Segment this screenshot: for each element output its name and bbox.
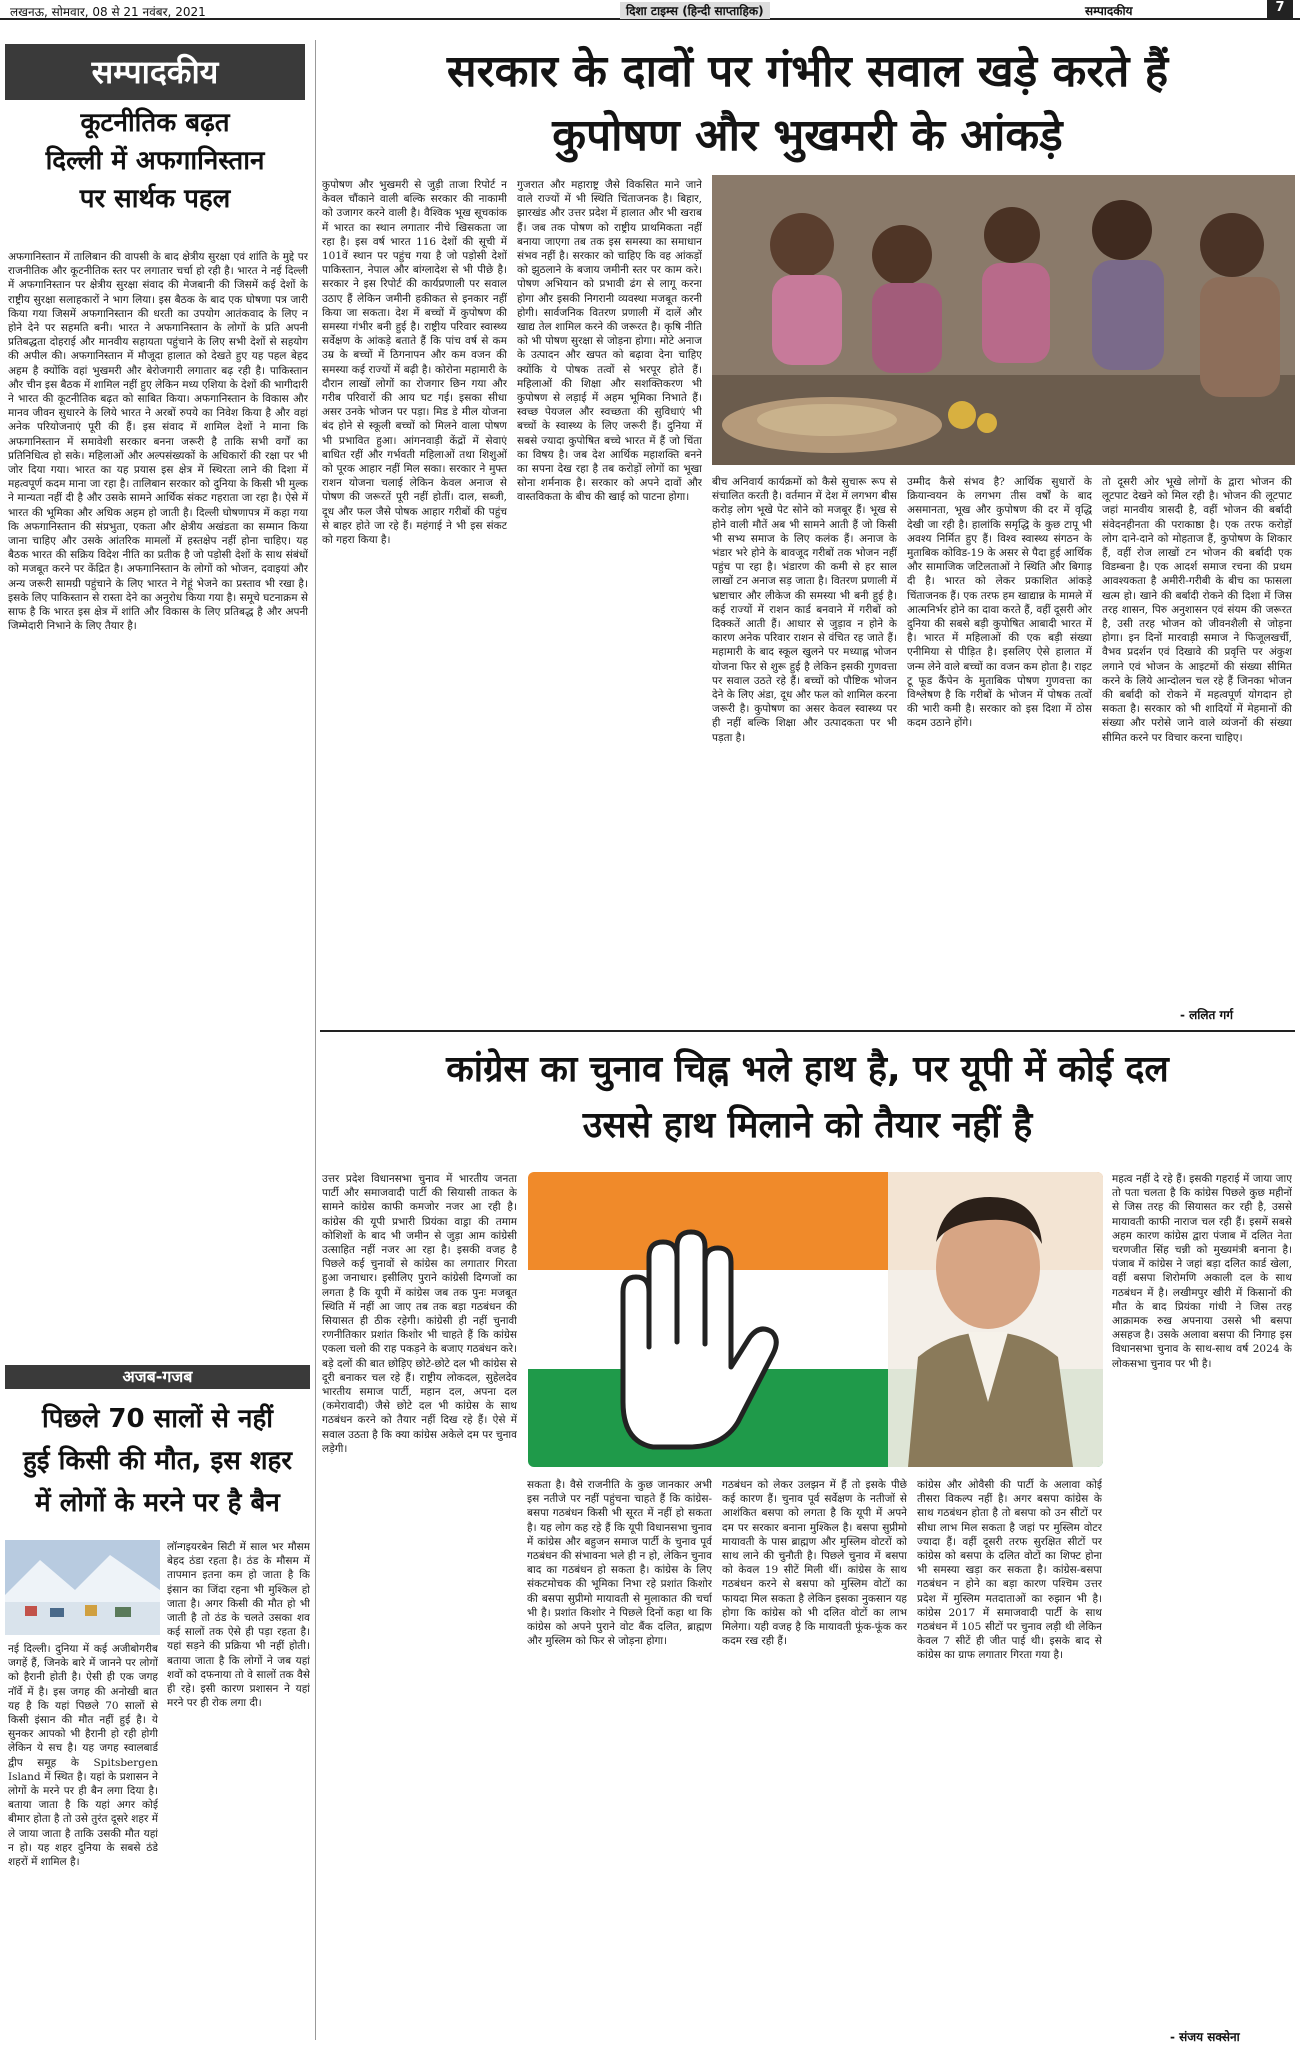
editorial-headline-line-3: पर सार्थक पहल xyxy=(79,184,231,214)
ajab-body-right: लॉन्गइयरबेन सिटी में साल भर मौसम बेहद ठंडा रहता है। ठंड के मौसम में तापमान इतना कम हो जाता है कि इंसान का जिंदा रहना भी मुश्किल हो जाता है। अगर किसी की मौत हो भी जाती है तो ठंड के चलते उसका शव कई सालों तक ऐसे ही पड़ा रहता है। यहां सड़ने की प्रक्रिया भी नहीं होती। बताया जाता है कि लोगों ने जब यहां शवों को दफनाया तो वे सालों तक वैसे ही रहे। इसी कारण प्रशासन ने यहां मरने पर ही रोक लगा दी। xyxy=(167,1541,310,1710)
top-story-col-2: गुजरात और महाराष्ट्र जैसे विकसित माने जाने वाले राज्यों में भी स्थिति चिंताजनक है। बिहार, झारखंड और उत्तर प्रदेश में हालात और भी खराब हैं। जब तक पोषण को राष्ट्रीय प्राथमिकता नहीं बनाया जाएगा तब तक इस समस्या का समाधान संभव नहीं है। सरकार को चाहिए कि वह आंकड़ों को झुठलाने के बजाय जमीनी स्तर पर काम करे। पोषण अभियान को प्रभावी ढंग से लागू करना होगा और इसकी निगरानी व्यवस्था मजबूत करनी होगी। सार्वजनिक वितरण प्रणाली में दालें और खाद्य तेल शामिल करने की जरूरत है। कृषि नीति को भी पोषण सुरक्षा से जोड़ना होगा। मोटे अनाज के उत्पादन और खपत को बढ़ावा देना चाहिए क्योंकि ये पोषक तत्वों से भरपूर होते हैं। महिलाओं की शिक्षा और सशक्तिकरण भी कुपोषण से लड़ाई में अहम भूमिका निभाते हैं। स्वच्छ पेयजल और स्वच्छता की सुविधाएं भी बच्चों के स्वास्थ्य के लिए जरूरी हैं। दुनिया में सबसे ज्यादा कुपोषित बच्चे भारत में हैं जो चिंता का विषय है। जब देश आर्थिक महाशक्ति बनने का सपना देख रहा है तब करोड़ों लोगों का भूखा सोना शर्मनाक है। सरकार को अपने दावों और वास्तविकता के बीच की खाई को पाटना होगा। xyxy=(517,179,702,504)
ajab-headline-line-2: हुई किसी की मौत, इस शहर xyxy=(23,1446,292,1476)
snow-town-illustration xyxy=(5,1540,160,1635)
snow-town-photo xyxy=(5,1540,160,1635)
top-story-byline: - ललित गर्ग xyxy=(1180,1008,1234,1022)
ajab-gajab-label: अजब-गजब xyxy=(5,1365,310,1389)
ajab-headline-line-1: पिछले 70 सालों से नहीं xyxy=(42,1404,273,1434)
editorial-headline-line-2: दिल्ली में अफगानिस्तान xyxy=(45,146,265,176)
paper-type: (हिन्दी साप्ताहिक) xyxy=(682,4,764,18)
congress-col-2: सकता है। वैसे राजनीति के कुछ जानकार अभी इस नतीजे पर नहीं पहुंचना चाहते हैं कि कांग्रेस-बसपा गठबंधन किसी भी सूरत में नहीं हो सकता है। यह लोग कह रहे हैं कि यूपी विधानसभा चुनाव में कांग्रेस और बहुजन समाज पार्टी के चुनाव पूर्व गठबंधन की संभावना भले ही न हो, लेकिन चुनाव बाद का गठबंधन हो सकता है। कांग्रेस के लिए संकटमोचक की भूमिका निभा रहे प्रशांत किशोर की बसपा सुप्रीमो मायावती से मुलाकात की चर्चा भी है। प्रशांत किशोर ने पिछले दिनों कहा था कि कांग्रेस को अपने पुराने वोट बैंक दलित, ब्राह्मण और मुस्लिम को फिर से जोड़ना होगा। xyxy=(527,1479,712,1648)
ajab-gajab-headline xyxy=(5,1398,310,1524)
top-story-headline-line-1: सरकार के दावों पर गंभीर सवाल खड़े करते हैं xyxy=(446,46,1169,97)
top-story-col-5: तो दूसरी ओर भूखे लोगों के द्वारा भोजन की लूटपाट देखने को मिल रही है। भोजन की लूटपाट जहां मानवीय त्रासदी है, वहीं भोजन की बर्बादी संवेदनहीनता की पराकाष्ठा है। एक तरफ करोड़ों लोग दाने-दाने को मोहताज हैं, कुपोषण के शिकार हैं, वहीं रोज लाखों टन भोजन की बर्बादी एक विडम्बना है। एक आदर्श समाज रचना की प्रथम आवश्यकता है अमीरी-गरीबी के बीच का फासला खत्म हो। खाने की बर्बादी रोकने की दिशा में जिस तरह शासन, पिरु अनुशासन एवं संयम की जरूरत है, उसी तरह भोजन को जीवनशैली से जोड़ना होगा। इन दिनों मारवाड़ी समाज ने फिजूलखर्ची, वैभव प्रदर्शन एवं दिखावे की प्रवृत्ति पर अंकुश लगाने एवं भोजन के आइटमों की संख्या सीमित करने के लिये आन्दोलन चल रहे हैं जिनका भोजन की बर्बादी को रोकने में महत्वपूर्ण योगदान हो सकता है। सरकार को भी शादियों में मेहमानों की संख्या और परोसे जाने वाले व्यंजनों की संख्या सीमित करने पर विचार करना चाहिए। xyxy=(1102,476,1292,744)
top-story-headline-line-2: कुपोषण और भुखमरी के आंकड़े xyxy=(552,110,1063,161)
page-number: 7 xyxy=(1267,0,1293,19)
congress-headline-line-2: उससे हाथ मिलाने को तैयार नहीं है xyxy=(582,1105,1033,1146)
top-story-col-1: कुपोषण और भुखमरी से जुड़ी ताजा रिपोर्ट न केवल चौंकाने वाली बल्कि सरकार की नाकामी को उजागर करने वाली है। वैश्विक भूख सूचकांक में भारत का स्थान लगातार नीचे खिसकता जा रहा है। इस वर्ष भारत 116 देशों की सूची में 101वें स्थान पर पहुंच गया है जो पड़ोसी देशों पाकिस्तान, नेपाल और बांग्लादेश से भी पीछे है। सरकार ने इस रिपोर्ट की कार्यप्रणाली पर सवाल उठाए हैं लेकिन जमीनी हकीकत से इनकार नहीं किया जा सकता। देश में बच्चों में कुपोषण की समस्या गंभीर बनी हुई है। राष्ट्रीय परिवार स्वास्थ्य सर्वेक्षण के आंकड़े बताते हैं कि पांच वर्ष से कम उम्र के बच्चों में ठिगनापन और कम वजन की समस्या कई राज्यों में बढ़ी है। कोरोना महामारी के दौरान लाखों लोगों का रोजगार छिन गया और गरीब परिवारों की आय घट गई। इसका सीधा असर उनके भोजन पर पड़ा। मिड डे मील योजना बंद होने से स्कूली बच्चों को मिलने वाला पोषण भी प्रभावित हुआ। आंगनवाड़ी केंद्रों में सेवाएं बाधित रहीं और गर्भवती महिलाओं तथा शिशुओं को पूरक आहार नहीं मिल सका। सरकार ने मुफ्त राशन योजना चलाई लेकिन केवल अनाज से पोषण की जरूरतें पूरी नहीं होतीं। दाल, सब्जी, दूध और फल जैसे पोषक आहार गरीबों की पहुंच से बाहर होते जा रहे हैं। महंगाई ने भी इस संकट को गहरा किया है। xyxy=(322,179,507,547)
congress-headline xyxy=(320,1042,1295,1154)
congress-byline: - संजय सक्सेना xyxy=(1170,2030,1240,2044)
congress-col-5: महत्व नहीं दे रहे हैं। इसकी गहराई में जाया जाए तो पता चलता है कि कांग्रेस पिछले कुछ महीनों से जिस तरह की सियासत कर रही है, उससे मायावती काफी नाराज चल रही हैं। इसमें सबसे अहम कारण कांग्रेस द्वारा पंजाब में दलित नेता चरणजीत सिंह चन्नी को मुख्यमंत्री बनाना है। पंजाब में कांग्रेस ने जहां बड़ा दलित कार्ड खेला, वहीं बसपा शिरोमणि अकाली दल के साथ गठबंधन में है। लखीमपुर खीरी में किसानों की मौत के बाद प्रियंका गांधी ने जिस तरह आक्रामक रुख अपनाया उससे भी बसपा असहज है। उसके अलावा बसपा की निगाह इस विधानसभा चुनाव के साथ-साथ वर्ष 2024 के लोकसभा चुनाव पर भी है। xyxy=(1112,1173,1292,1370)
congress-col-4: कांग्रेस और ओवैसी की पार्टी के अलावा कोई तीसरा विकल्प नहीं है। अगर बसपा कांग्रेस के साथ गठबंधन होता है तो बसपा को उन सीटों पर सीधा लाभ मिल सकता है जहां पर मुस्लिम वोटर ज्यादा हैं। वहीं दूसरी तरफ सुरक्षित सीटों पर कांग्रेस को बसपा के दलित वोटों का शिफ्ट होना भी समस्या खड़ा कर सकता है। कांग्रेस-बसपा गठबंधन न होने का बड़ा कारण पश्चिम उत्तर प्रदेश में मुस्लिम मतदाताओं का रुझान भी है। कांग्रेस 2017 में समाजवादी पार्टी के साथ गठबंधन में 105 सीटों पर चुनाव लड़ी थी लेकिन केवल 7 सीटें ही जीत पाई थी। इसके बाद से कांग्रेस का ग्राफ लगातार गिरता गया है। xyxy=(917,1479,1102,1662)
ajab-headline-line-3: में लोगों के मरने पर है बैन xyxy=(35,1488,280,1518)
congress-col-3: गठबंधन को लेकर उलझन में हैं तो इसके पीछे कई कारण हैं। चुनाव पूर्व सर्वेक्षण के नतीजों से आशंकित बसपा को लगता है कि यूपी में अपने दम पर सरकार बनाना मुश्किल है। बसपा सुप्रीमो मायावती के पास ब्राह्मण और मुस्लिम वोटरों को साथ लाने की चुनौती है। पिछले चुनाव में बसपा को केवल 19 सीटें मिली थीं। कांग्रेस के साथ गठबंधन करने से बसपा को मुस्लिम वोटों का फायदा मिल सकता है लेकिन इसका नुकसान यह होगा कि कांग्रेस को भी दलित वोटों का लाभ मिलेगा। यही वजह है कि मायावती फूंक-फूंक कर कदम रख रही हैं। xyxy=(722,1479,907,1648)
ajab-body-bottom: नई दिल्ली। दुनिया में कई अजीबोगरीब जगहें हैं, जिनके बारे में जानने पर लोगों को हैरानी होती है। ऐसी ही एक जगह नॉर्वे में है। इस जगह की अनोखी बात यह है कि यहां पिछले 70 सालों से किसी इंसान की मौत नहीं हुई है। ये सुनकर आपको भी हैरानी हो रही होगी लेकिन ये सच है। यह जगह स्वालबार्ड द्वीप समूह के Spitsbergen Island में स्थित है। यहां के प्रशासन ने लोगों के मरने पर ही बैन लगा दिया है। बताया जाता है कि यहां अगर कोई बीमार होता है तो उसे तुरंत दूसरे शहर में ले जाया जाता है ताकि उसकी मौत यहां न हो। यह शहर दुनिया के सबसे ठंडे शहरों में शामिल है। xyxy=(8,1643,158,1869)
congress-col-1: उत्तर प्रदेश विधानसभा चुनाव में भारतीय जनता पार्टी और समाजवादी पार्टी की सियासी ताकत के सामने कांग्रेस काफी कमजोर नजर आ रही है। कांग्रेस की यूपी प्रभारी प्रियंका वाड्रा की तमाम कोशिशों के बाद भी जमीन से जुड़ा आम कांग्रेसी उत्साहित नहीं नजर आ रहा है। इसकी वजह है पिछले कई चुनावों से कांग्रेस का लगातार गिरता हुआ जनाधार। इसीलिए पुराने कांग्रेसी दिग्गजों का लगता है कि यूपी में कांग्रेस जब तक पुनः मजबूत स्थिति में नहीं आ जाए तब तक बड़ा गठबंधन की सियासत ही ठीक रहेगी। कांग्रेसी ही नहीं चुनावी रणनीतिकार प्रशांत किशोर भी चाहते हैं कि कांग्रेस एकला चलो की राह पकड़ने के बजाए गठबंधन करे। बड़े दलों की बात छोड़िए छोटे-छोटे दल भी कांग्रेस से दूरी बनाकर चल रहे हैं। राष्ट्रीय लोकदल, सुहेलदेव भारतीय समाज पार्टी, महान दल, अपना दल (कमेरावादी) जैसे छोटे दल भी कांग्रेस के साथ गठबंधन करने को तैयार नहीं दिख रहे हैं। ऐसे में सवाल उठता है कि क्या कांग्रेस अकेले दम पर चुनाव लड़ेगी। xyxy=(322,1173,517,1455)
congress-headline-line-1: कांग्रेस का चुनाव चिह्न भले हाथ है, पर यूपी में कोई दल xyxy=(446,1049,1169,1090)
top-story-headline xyxy=(320,40,1295,168)
story-divider xyxy=(320,1030,1295,1032)
top-story-col-4: उम्मीद कैसे संभव है? आर्थिक सुधारों के क्रियान्वयन के लगभग तीस वर्षों के बाद असमानता, भूख और कुपोषण की दर में वृद्धि देखी जा रही है। हालांकि समृद्धि के कुछ टापू भी अवश्य निर्मित हुए हैं। विश्व स्वास्थ्य संगठन के मुताबिक कोविड-19 के असर से पैदा हुई आर्थिक और सामाजिक जटिलताओं ने स्थिति और बिगाड़ दी है। भारत को लेकर प्रकाशित आंकड़े चिंताजनक हैं। एक तरफ हम खाद्यान्न के मामले में आत्मनिर्भर होने का दावा करते हैं, वहीं दूसरी ओर दुनिया की सबसे बड़ी कुपोषित आबादी भारत में है। भारत में महिलाओं की एक बड़ी संख्या एनीमिया से पीड़ित है। इसलिए ऐसे हालात में जन्म लेने वाले बच्चों का वजन कम होता है। राइट टू फूड कैंपेन के मुताबिक पोषण गुणवत्ता का विश्लेषण है कि गरीबों के भोजन में पोषक तत्वों की भारी कमी है। सरकार को इस दिशा में ठोस कदम उठाने होंगे। xyxy=(907,476,1092,730)
masthead xyxy=(0,0,1300,20)
section-name: सम्पादकीय xyxy=(1085,4,1133,18)
column-rule xyxy=(315,40,316,2040)
paper-name: दिशा टाइम्स xyxy=(626,4,678,18)
children-eating-illustration xyxy=(712,175,1295,465)
top-story-col-3: बीच अनिवार्य कार्यक्रमों को कैसे सुचारू रूप से संचालित करती है। वर्तमान में देश में लगभग बीस करोड़ लोग भूखे पेट सोने को मजबूर हैं। भूख से होने वाली मौतें अब भी सामने आती हैं जो किसी भी सभ्य समाज के लिए कलंक हैं। अनाज के भंडार भरे होने के बावजूद गरीबों तक भोजन नहीं पहुंच पा रहा है। भंडारण की कमी से हर साल लाखों टन अनाज सड़ जाता है। वितरण प्रणाली में भ्रष्टाचार और लीकेज की समस्या भी बनी हुई है। कई राज्यों में राशन कार्ड बनवाने में गरीबों को दिक्कतें आती हैं। आधार से जुड़ाव न होने के कारण अनेक परिवार राशन से वंचित रह जाते हैं। महामारी के बाद स्कूल खुलने पर मध्याह्न भोजन योजना फिर से शुरू हुई है लेकिन इसकी गुणवत्ता पर सवाल उठते रहे हैं। बच्चों को पौष्टिक भोजन देने के लिए अंडा, दूध और फल को शामिल करना जरूरी है। कुपोषण का असर केवल स्वास्थ्य पर ही नहीं बल्कि शिक्षा और उत्पादकता पर भी पड़ता है। xyxy=(712,476,897,744)
malnutrition-children-photo xyxy=(712,175,1295,465)
editorial-headline-line-1: कूटनीतिक बढ़त xyxy=(80,108,230,138)
paper-name-block xyxy=(620,2,770,19)
editorial-label: सम्पादकीय xyxy=(5,44,305,100)
congress-photo xyxy=(528,1172,1103,1467)
date-line: लखनऊ, सोमवार, 08 से 21 नवंबर, 2021 xyxy=(10,5,206,19)
editorial-headline xyxy=(5,104,305,218)
editorial-body: अफगानिस्तान में तालिबान की वापसी के बाद क्षेत्रीय सुरक्षा एवं शांति के मुद्दे पर राजनीतिक और कूटनीतिक स्तर पर लगातार चर्चा हो रही है। भारत ने नई दिल्ली में अफगानिस्तान पर क्षेत्रीय सुरक्षा संवाद की मेजबानी की जिसमें कई देशों के राष्ट्रीय सुरक्षा सलाहकारों ने भाग लिया। इस बैठक के बाद एक घोषणा पत्र जारी किया गया जिसमें अफगानिस्तान की धरती का उपयोग आतंकवाद के लिए न होने देने पर सहमति बनी। भारत ने अफगानिस्तान के लोगों के प्रति अपनी प्रतिबद्धता दोहराई और मानवीय सहायता पहुंचाने के लिए सभी देशों से सहयोग की अपील की। अफगानिस्तान में मौजूदा हालात को देखते हुए यह पहल बेहद अहम है क्योंकि वहां भुखमरी और बेरोजगारी लगातार बढ़ रही है। पाकिस्तान और चीन इस बैठक में शामिल नहीं हुए लेकिन मध्य एशिया के देशों की भागीदारी ने भारत की कूटनीतिक बढ़त को साबित किया। अफगानिस्तान के विकास और मानव जीवन सुधारने के लिये भारत ने अरबों रुपये का निवेश किया है और वहां अनेक परियोजनाएं पूरी की हैं। इस संवाद में शामिल देशों ने माना कि अफगानिस्तान में समावेशी सरकार बनना जरूरी है ताकि सभी वर्गों का प्रतिनिधित्व हो सके। महिलाओं और अल्पसंख्यकों के अधिकारों की रक्षा पर भी जोर दिया गया। भारत का यह प्रयास इस क्षेत्र में स्थिरता लाने की दिशा में महत्वपूर्ण कदम माना जा रहा है। तालिबान सरकार को दुनिया के किसी भी मुल्क ने मान्यता नहीं दी है और उसके सामने आर्थिक संकट गहराता जा रहा है। ऐसे में भारत की भूमिका और अधिक अहम हो जाती है। दिल्ली घोषणापत्र में कहा गया कि अफगानिस्तान की संप्रभुता, एकता और क्षेत्रीय अखंडता का सम्मान किया जाना चाहिए और उसके आंतरिक मामलों में हस्तक्षेप नहीं होना चाहिए। यह बैठक भारत की सक्रिय विदेश नीति का प्रतीक है जो पड़ोसी देशों के साथ संबंधों को मजबूत करने पर केंद्रित है। अफगानिस्तान के लोगों को भोजन, दवाइयां और अन्य जरूरी सामग्री पहुंचाने के लिए भारत ने गेहूं भेजने का प्रस्ताव भी रखा है। इसके लिए पाकिस्तान से रास्ता देने का अनुरोध किया गया है। समूचे घटनाक्रम से साफ है कि भारत इस क्षेत्र में शांति और विकास के लिए प्रतिबद्ध है और अपनी जिम्मेदारी निभाने के लिए तैयार है। xyxy=(8,251,308,633)
congress-flag-hand-illustration xyxy=(528,1172,1103,1467)
